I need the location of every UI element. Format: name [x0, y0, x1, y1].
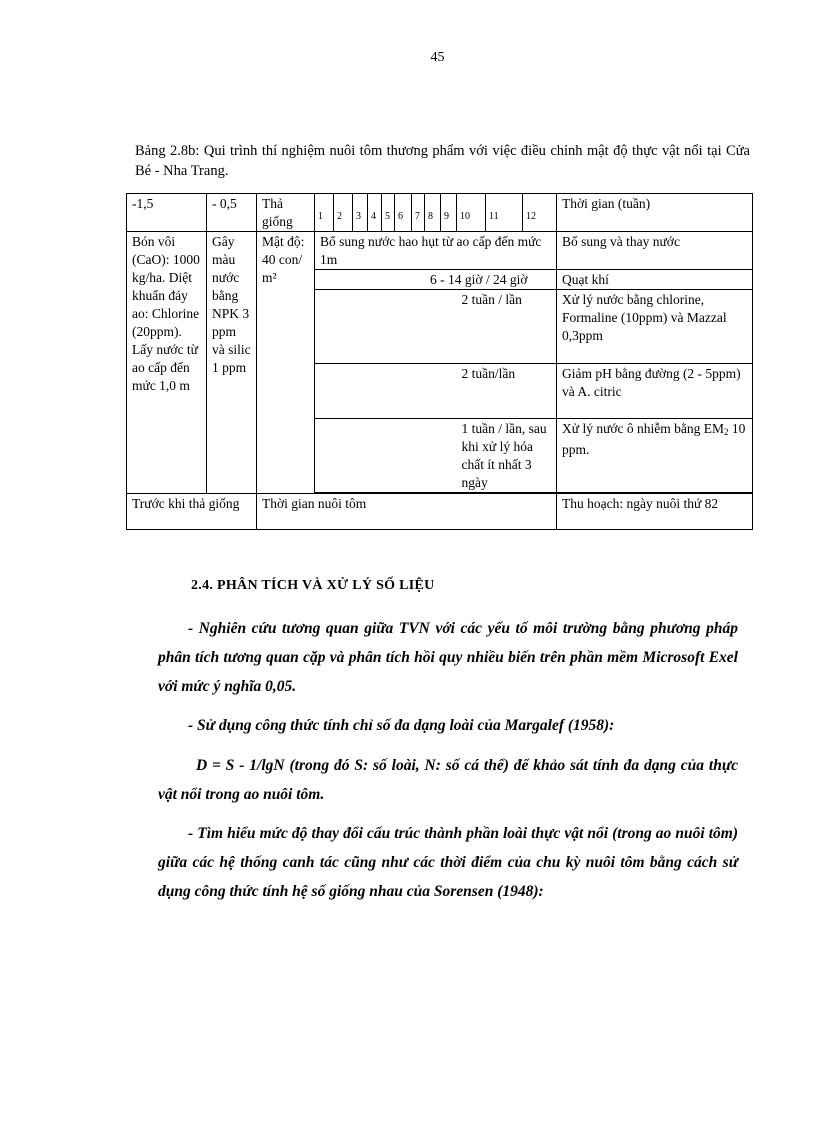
- header-cell: -1,5: [127, 194, 207, 232]
- week-cell: 8: [425, 194, 441, 232]
- footer-cell: Trước khi thả giống: [127, 494, 257, 530]
- paragraph: D = S - 1/lgN (trong đó S: số loài, N: số cá thể) để khảo sát tính đa dạng của thực vật nổi trong ao nuôi tôm.: [158, 757, 738, 803]
- table-cell-text: 10 ppm.: [562, 421, 746, 457]
- table-cell: Giảm pH bằng đường (2 - 5ppm) và A. citric: [557, 364, 753, 419]
- footer-cell: Thời gian nuôi tôm: [257, 494, 557, 530]
- week-cell: 2: [334, 194, 353, 232]
- table-cell: 2 tuần / lần: [457, 290, 557, 364]
- experiment-procedure-table: [126, 193, 753, 530]
- week-cell: 4: [368, 194, 382, 232]
- paragraph: - Tìm hiểu mức độ thay đổi cấu trúc thành phần loài thực vật nổi (trong ao nuôi tôm) giữa các hệ thống canh tác cũng như các thời điểm của chu kỳ nuôi tôm bằng cách sử dụng công thức tính hệ số giống nhau của Sorensen (1948):: [158, 825, 738, 900]
- week-cell: 3: [353, 194, 368, 232]
- table-cell: Bổ sung và thay nước: [557, 232, 753, 270]
- table-cell: [315, 419, 457, 493]
- stocking-density-cell: Mật độ: 40 con/ m²: [257, 232, 315, 494]
- section-heading: 2.4. PHÂN TÍCH VÀ XỬ LÝ SỐ LIỆU: [191, 578, 435, 593]
- table-cell: Quạt khí: [557, 270, 753, 290]
- water-color-cell: Gây màu nước bằng NPK 3 ppm và silic 1 ppm: [207, 232, 257, 494]
- table-caption: Bảng 2.8b: Qui trình thí nghiệm nuôi tôm thương phẩm với việc điều chỉnh mật độ thực vật nổi tại Cửa Bé - Nha Trang.: [135, 143, 750, 179]
- table-cell: [315, 290, 457, 364]
- table-cell: 1 tuần / lần, sau khi xử lý hóa chất ít nhất 3 ngày: [457, 419, 557, 493]
- table-cell: 2 tuần/lần: [457, 364, 557, 419]
- header-cell: Thả giống: [257, 194, 315, 232]
- table-row: [127, 232, 753, 270]
- paragraph: - Nghiên cứu tương quan giữa TVN với các yếu tố môi trường bằng phương pháp phân tích tương quan cặp và phân tích hồi quy nhiều biến trên phần mềm Microsoft Exel với mức ý nghĩa 0,05.: [158, 620, 738, 695]
- table-cell: [557, 419, 753, 493]
- pond-prep-cell: Bón vôi (CaO): 1000 kg/ha. Diệt khuẩn đáy ao: Chlorine (20ppm). Lấy nước từ ao cấp đến mức 1,0 m: [127, 232, 207, 494]
- page-number: 45: [430, 50, 445, 65]
- table-cell-text: Xử lý nước ô nhiễm bằng EM: [562, 421, 724, 436]
- table-cell: 6 - 14 giờ / 24 giờ: [315, 270, 557, 290]
- subscript: 2: [724, 427, 729, 437]
- week-cell: 10: [457, 194, 486, 232]
- table-cell: Xử lý nước bằng chlorine, Formaline (10ppm) và Mazzal 0,3ppm: [557, 290, 753, 364]
- week-cell: 9: [441, 194, 457, 232]
- week-cell: 11: [486, 194, 523, 232]
- table-footer-row: [127, 494, 753, 530]
- table-cell: Bổ sung nước hao hụt từ ao cấp đến mức 1m: [315, 232, 557, 270]
- week-cell: 1: [315, 194, 334, 232]
- week-cell: 12: [523, 194, 557, 232]
- week-cell: 7: [412, 194, 425, 232]
- footer-cell: Thu hoạch: ngày nuôi thứ 82: [557, 494, 753, 530]
- table-cell: [315, 364, 457, 419]
- paragraph: - Sử dụng công thức tính chỉ số đa dạng loài của Margalef (1958):: [188, 717, 615, 734]
- week-cell: 5: [382, 194, 395, 232]
- week-cell: 6: [395, 194, 412, 232]
- table-header-row: [127, 194, 753, 232]
- header-cell: - 0,5: [207, 194, 257, 232]
- header-cell-time: Thời gian (tuần): [557, 194, 753, 232]
